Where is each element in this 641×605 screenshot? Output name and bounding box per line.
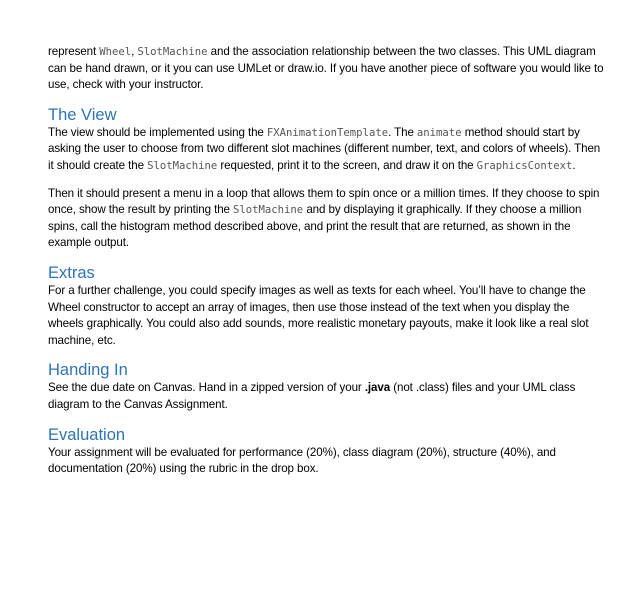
code-animate: animate: [416, 126, 462, 139]
view-p1-text-5: .: [572, 158, 576, 172]
heading-evaluation: Evaluation: [48, 425, 126, 444]
code-slotmachine: SlotMachine: [137, 46, 208, 58]
code-fxanimationtemplate: FXAnimationTemplate: [266, 126, 389, 139]
code-slotmachine-2: SlotMachine: [147, 159, 218, 172]
document-page: [48, 44, 604, 478]
view-p1-text-1: The view should be implemented using the: [48, 125, 267, 139]
intro-text-2: ,: [131, 45, 138, 58]
view-p2-text-2: and by displaying it graphically. If they choose a million spins, call the histogram method described above, and print the result that are returned, as shown in the example output.: [48, 203, 582, 250]
intro-paragraph: [48, 44, 604, 94]
intro-text-3: and the association relationship between the two classes. This UML diagram can be hand drawn, or it you can use UMLet or draw.io. If you have another piece of software you would like to use, check with your instructor.: [48, 45, 604, 92]
heading-extras: Extras: [48, 263, 95, 282]
code-slotmachine-3: SlotMachine: [233, 204, 304, 217]
extras-paragraph: For a further challenge, you could specify images as well as texts for each wheel. You’ll have to change the Wheel constructor to accept an array of images, then use those instead of the text when you display the wheels graphically. You could also add sounds, more realistic monetary payouts, make it look like a real slot machine, etc.: [48, 283, 589, 347]
code-graphicscontext: GraphicsContext: [476, 159, 573, 172]
java-bold-text: .java: [364, 381, 391, 395]
view-paragraph-2: [48, 186, 604, 252]
view-paragraph-1: [48, 125, 604, 175]
view-p1-text-3: method should start by asking the user to choose from two different slot machines (different number, text, and colors of wheels). Then it should create the: [48, 125, 601, 172]
view-p2-text-1: Then it should present a menu in a loop that allows them to spin once or a million times. If they choose to spin once, show the result by printing the: [48, 186, 600, 217]
view-p1-text-4: requested, print it to the screen, and draw it on the: [217, 158, 477, 172]
heading-the-view: The View: [48, 105, 117, 124]
handing-in-paragraph: [48, 380, 604, 413]
view-p1-text-2: . The: [388, 125, 417, 139]
code-wheel: Wheel: [99, 46, 132, 58]
evaluation-paragraph: Your assignment will be evaluated for performance (20%), class diagram (20%), structure (40%), and documentation (20%) using the rubric in the drop box.: [48, 445, 556, 476]
intro-text-1: represent: [48, 45, 100, 58]
handing-in-text-1: See the due date on Canvas. Hand in a zipped version of your: [48, 381, 365, 395]
heading-handing-in: Handing In: [48, 361, 128, 380]
handing-in-text-2: (not .class) files and your UML class diagram to the Canvas Assignment.: [48, 381, 576, 411]
